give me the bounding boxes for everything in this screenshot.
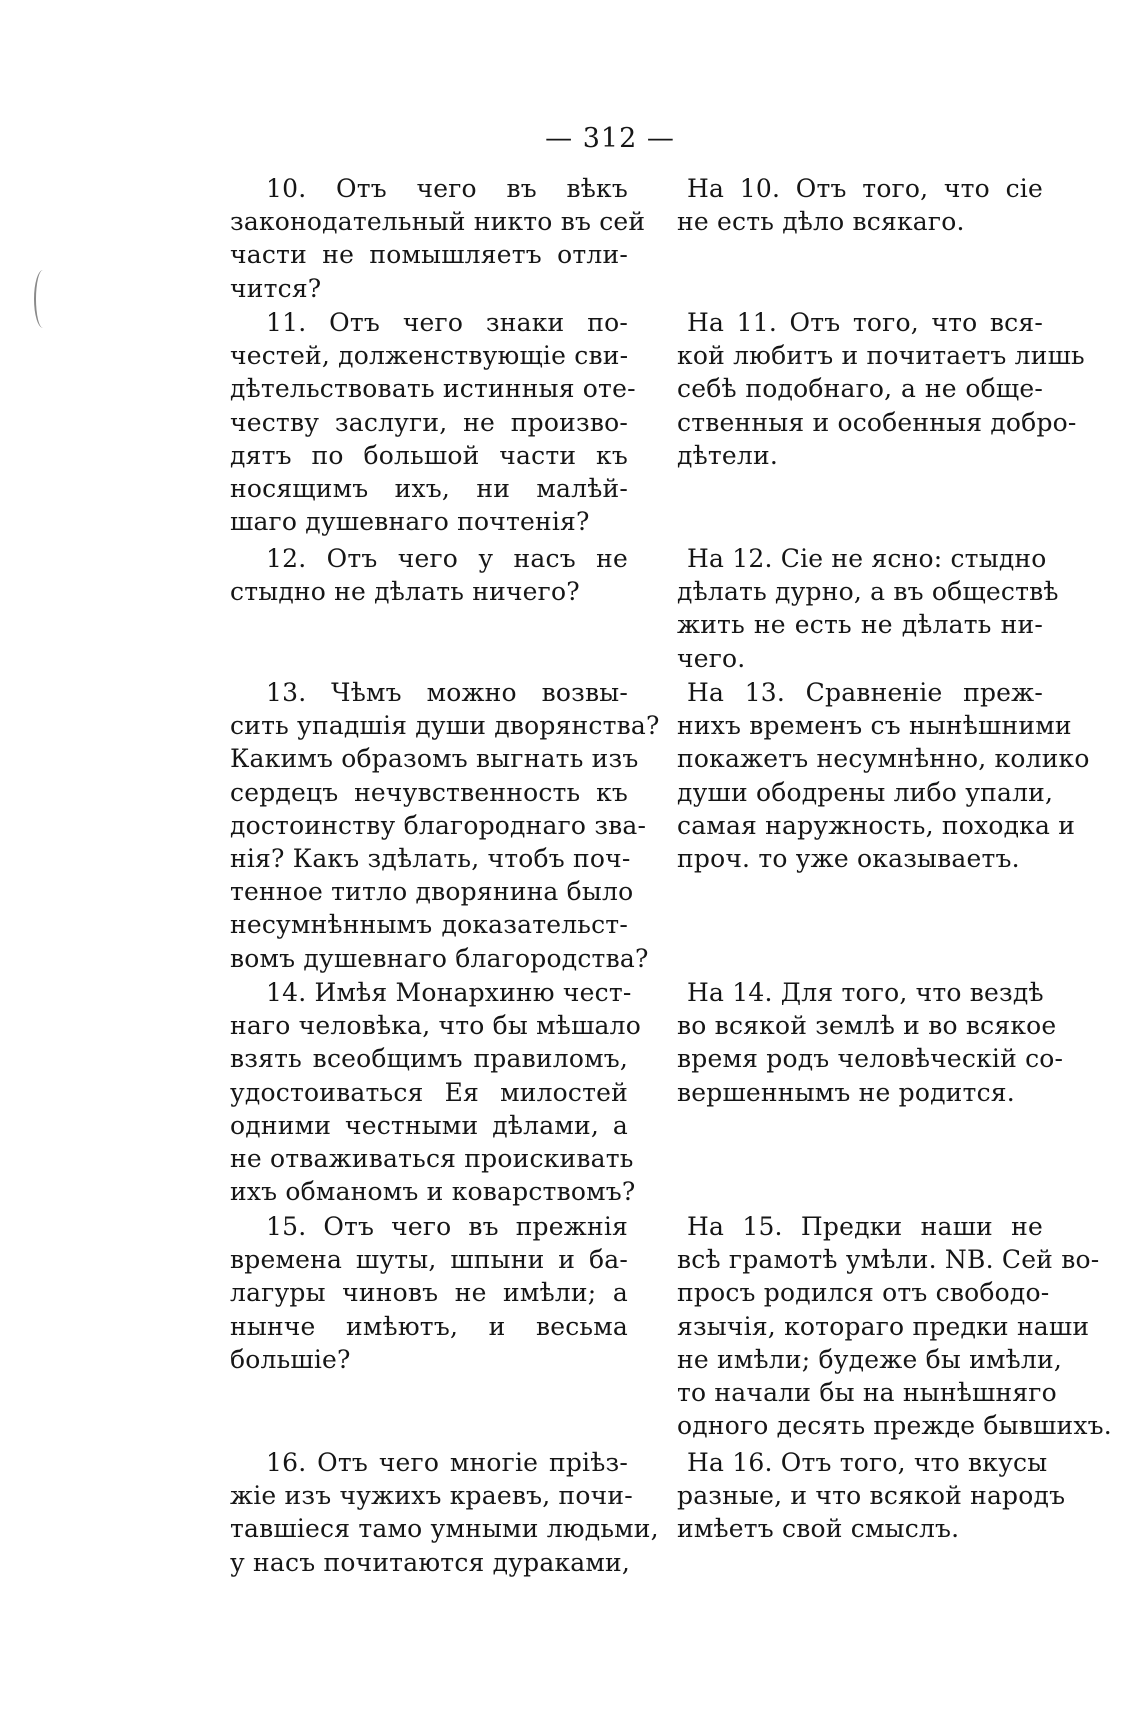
- margin-pencil-mark: [34, 270, 52, 328]
- question-16: [230, 1446, 659, 1579]
- text-line: одними честными дѣлами, а: [230, 1110, 628, 1140]
- text-line: На 14. Для того, что вездѣ: [687, 978, 1044, 1007]
- text-line: На 12. Сіе не ясно: стыдно: [687, 544, 1047, 573]
- text-line: взять всеобщимъ правиломъ,: [230, 1044, 628, 1074]
- text-line: просъ родился отъ свободо-: [677, 1278, 1050, 1308]
- text-line: нія? Какъ здѣлать, чтобъ поч-: [230, 844, 631, 874]
- text-line: чего.: [677, 643, 746, 673]
- text-line: шаго душевнаго почтенія?: [230, 507, 590, 537]
- text-line: дѣтели.: [677, 440, 778, 470]
- text-line: сердецъ нечувственность къ: [230, 777, 628, 807]
- text-line: стыдно не дѣлать ничего?: [230, 577, 580, 607]
- question-12: [230, 542, 628, 608]
- answer-16: [677, 1446, 1066, 1546]
- text-line: 14. Имѣя Монархиню чест-: [266, 978, 632, 1007]
- text-line: самая наружность, походка и: [677, 810, 1076, 840]
- answer-11: [677, 306, 1085, 472]
- text-line: не есть дѣло всякаго.: [677, 207, 965, 237]
- text-line: души ободрены либо упали,: [677, 777, 1054, 807]
- question-15: [230, 1210, 628, 1376]
- text-line: дѣлать дурно, а въ обществѣ: [677, 577, 1059, 607]
- answer-12: [677, 542, 1059, 675]
- text-line: честву заслуги, не произво-: [230, 407, 628, 437]
- text-line: 13. Чѣмъ можно возвы-: [266, 678, 628, 707]
- text-line: достоинству благороднаго зва-: [230, 810, 647, 840]
- answer-10: [677, 172, 1043, 238]
- answer-14: [677, 976, 1064, 1109]
- text-line: несумнѣннымъ доказательст-: [230, 910, 628, 940]
- text-line: На 11. Отъ того, что вся-: [687, 308, 1043, 337]
- text-line: имѣетъ свой смыслъ.: [677, 1514, 960, 1544]
- text-line: 12. Отъ чего у насъ не: [266, 544, 628, 573]
- text-line: На 10. Отъ того, что сіе: [687, 174, 1043, 203]
- answer-13: [677, 676, 1090, 875]
- text-line: законодательный никто въ сей: [230, 207, 646, 237]
- text-line: тенное титло дворянина было: [230, 877, 634, 907]
- text-line: честей, долженствующіе сви-: [230, 341, 629, 371]
- text-line: во всякой землѣ и во всякое: [677, 1011, 1057, 1041]
- text-line: 11. Отъ чего знаки по-: [266, 308, 628, 337]
- text-line: всѣ грамотѣ умѣли. NB. Сей во-: [677, 1245, 1100, 1275]
- text-line: нынче имѣютъ, и весьма: [230, 1311, 628, 1341]
- text-line: вершеннымъ не родится.: [677, 1077, 1015, 1107]
- text-line: наго человѣка, что бы мѣшало: [230, 1011, 641, 1041]
- answer-15: [677, 1210, 1112, 1442]
- text-line: жить не есть не дѣлать ни-: [677, 610, 1043, 640]
- text-line: язычія, котораго предки наши: [677, 1311, 1090, 1341]
- question-13: [230, 676, 660, 975]
- text-line: удостоиваться Ея милостей: [230, 1077, 628, 1107]
- text-line: проч. то уже оказываетъ.: [677, 844, 1020, 874]
- text-line: время родъ человѣческій со-: [677, 1044, 1064, 1074]
- text-line: не имѣли; будеже бы имѣли,: [677, 1344, 1062, 1374]
- text-line: времена шуты, шпыни и ба-: [230, 1245, 628, 1275]
- text-line: 16. Отъ чего многіе пріѣз-: [266, 1448, 628, 1477]
- text-line: дятъ по большой части къ: [230, 440, 628, 470]
- text-line: не отваживаться проискивать: [230, 1144, 634, 1174]
- text-line: ственныя и особенныя добро-: [677, 407, 1077, 437]
- text-line: сить упадшія души дворянства?: [230, 711, 660, 741]
- text-line: одного десять прежде бывшихъ.: [677, 1411, 1112, 1441]
- text-line: дѣтельствовать истинныя оте-: [230, 374, 636, 404]
- text-line: носящимъ ихъ, ни малѣй-: [230, 474, 628, 504]
- question-11: [230, 306, 636, 538]
- text-line: у насъ почитаются дураками,: [230, 1547, 631, 1577]
- text-line: 15. Отъ чего въ прежнія: [266, 1212, 628, 1241]
- text-line: 10. Отъ чего въ вѣкъ: [266, 174, 628, 203]
- text-line: чится?: [230, 273, 322, 303]
- text-line: кой любитъ и почитаетъ лишь: [677, 341, 1085, 371]
- text-line: разные, и что всякой народъ: [677, 1481, 1066, 1511]
- question-14: [230, 976, 641, 1208]
- text-line: нихъ временъ съ нынѣшними: [677, 711, 1072, 741]
- text-line: части не помышляетъ отли-: [230, 240, 628, 270]
- text-line: вомъ душевнаго благородства?: [230, 943, 649, 973]
- text-line: большіе?: [230, 1344, 351, 1374]
- text-line: Какимъ образомъ выгнать изъ: [230, 744, 639, 774]
- text-line: тавшіеся тамо умными людьми,: [230, 1514, 659, 1544]
- text-line: ихъ обманомъ и коварствомъ?: [230, 1177, 636, 1207]
- page-number: — 312 —: [545, 123, 675, 154]
- text-line: лагуры чиновъ не имѣли; а: [230, 1278, 628, 1308]
- text-line: то начали бы на нынѣшняго: [677, 1378, 1057, 1408]
- question-10: [230, 172, 646, 305]
- text-line: На 16. Отъ того, что вкусы: [687, 1448, 1048, 1477]
- text-line: На 15. Предки наши не: [687, 1212, 1043, 1241]
- text-line: себѣ подобнаго, а не обще-: [677, 374, 1043, 404]
- text-line: жіе изъ чужихъ краевъ, почи-: [230, 1481, 633, 1511]
- text-line: покажетъ несумнѣнно, колико: [677, 744, 1090, 774]
- text-line: На 13. Сравненіе преж-: [687, 678, 1043, 707]
